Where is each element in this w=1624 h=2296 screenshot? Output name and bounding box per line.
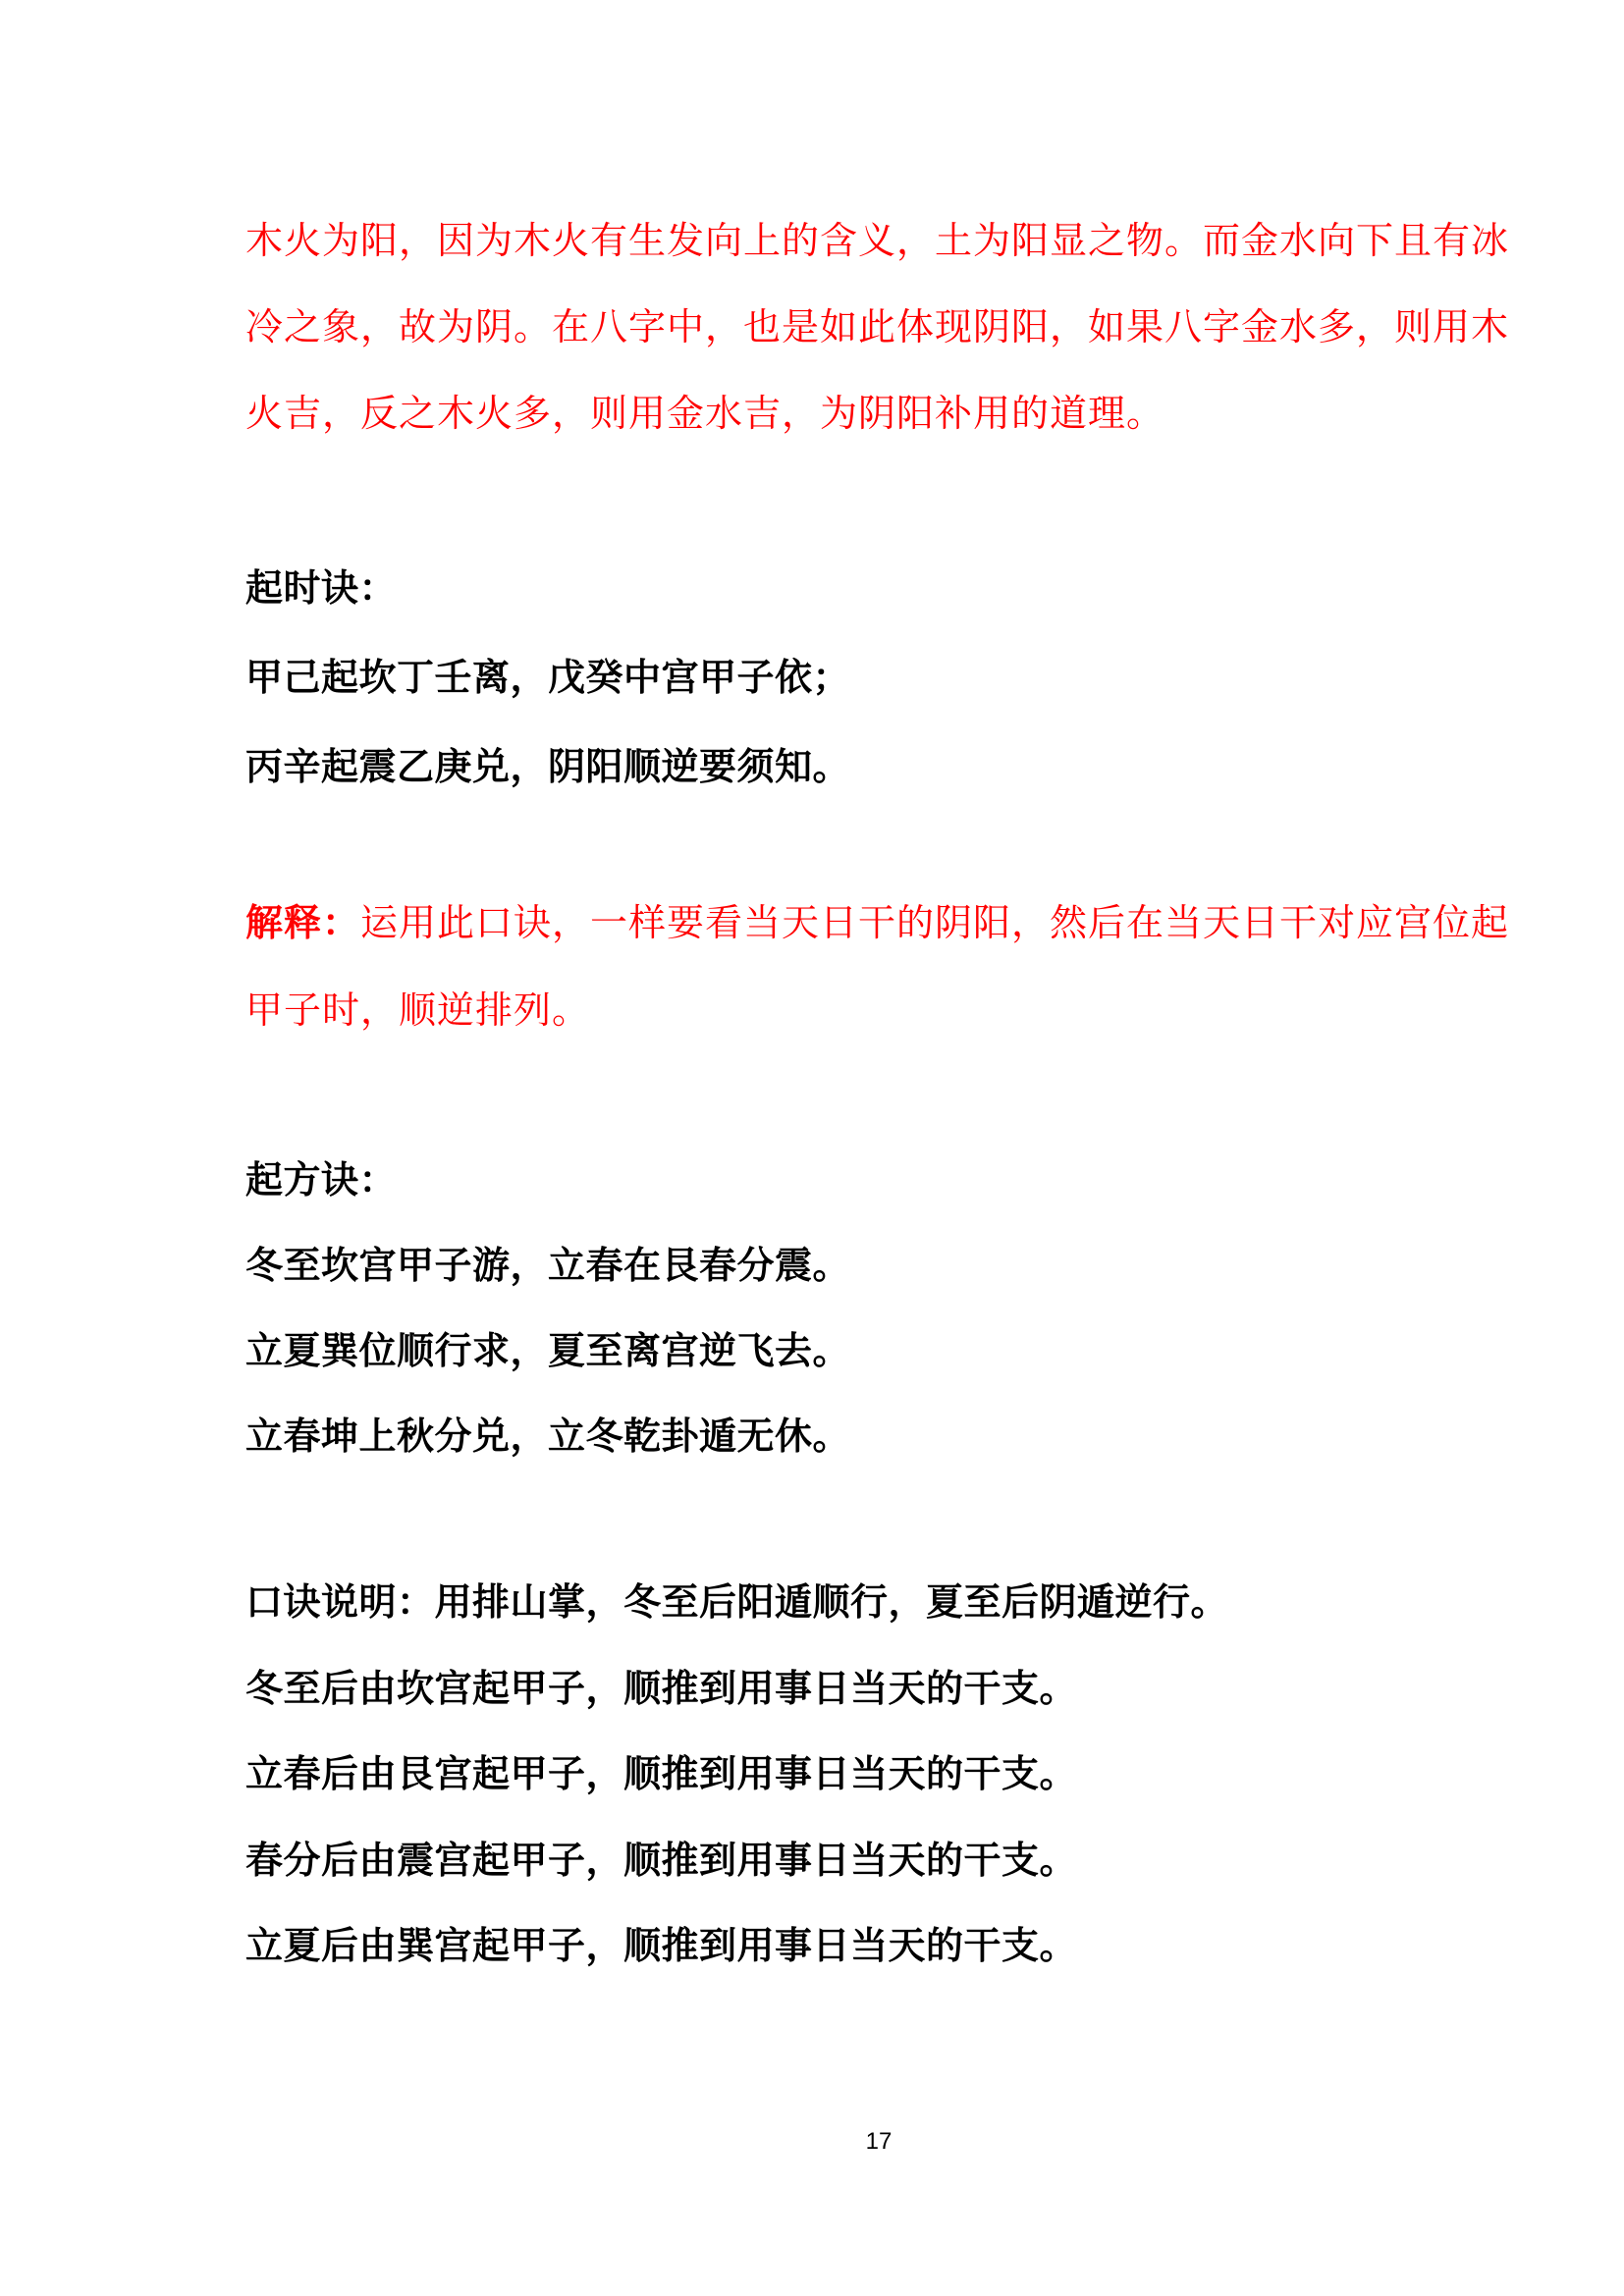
- text-line: 立夏后由巽宫起甲子，顺推到用事日当天的干支。: [245, 1926, 1078, 1967]
- text-line: 春分后由震宫起甲子，顺推到用事日当天的干支。: [245, 1840, 1078, 1882]
- section-jieshi: [245, 881, 1512, 1055]
- text-line: 木火为阳，因为木火有生发向上的含义，土为阳显之物。而金水向下且有冰: [245, 221, 1510, 262]
- jieshi-text: 运用此口诀，一样要看当天日干的阴阳，然后在当天日干对应宫位起: [360, 903, 1510, 944]
- text-line: 口诀说明：用排山掌，冬至后阳遁顺行，夏至后阴遁逆行。: [245, 1582, 1229, 1624]
- verse-line: 立春坤上秋分兑，立冬乾卦遁无休。: [245, 1416, 851, 1458]
- text-line: 冬至后由坎宫起甲子，顺推到用事日当天的干支。: [245, 1668, 1078, 1710]
- section-koujue-shuoming: [245, 1561, 1512, 1991]
- verse-line: 冬至坎宫甲子游，立春在艮春分震。: [245, 1246, 851, 1287]
- text-line: 甲子时，顺逆排列。: [245, 990, 591, 1032]
- jieshi-label: 解释：: [245, 903, 361, 944]
- section-yinyang-paragraph: [245, 198, 1512, 457]
- text-line: 冷之象，故为阴。在八字中，也是如此体现阴阳，如果八字金水多，则用木: [245, 307, 1510, 348]
- section-heading: 起方诀：: [245, 1160, 398, 1201]
- text-line: 火吉，反之木火多，则用金水吉，为阴阳补用的道理。: [245, 394, 1165, 435]
- text-line: 立春后由艮宫起甲子，顺推到用事日当天的干支。: [245, 1754, 1078, 1795]
- page-number: 17: [865, 2128, 893, 2155]
- verse-line: 立夏巽位顺行求，夏至离宫逆飞去。: [245, 1331, 851, 1372]
- section-heading: 起时诀：: [245, 568, 398, 610]
- section-qifangjue: [245, 1139, 1512, 1480]
- verse-line: 丙辛起震乙庚兑，阴阳顺逆要须知。: [245, 747, 851, 788]
- section-qishijue: [245, 545, 1512, 813]
- text-line: [245, 881, 1512, 968]
- verse-line: 甲己起坎丁壬离，戊癸中宫甲子依；: [245, 658, 851, 699]
